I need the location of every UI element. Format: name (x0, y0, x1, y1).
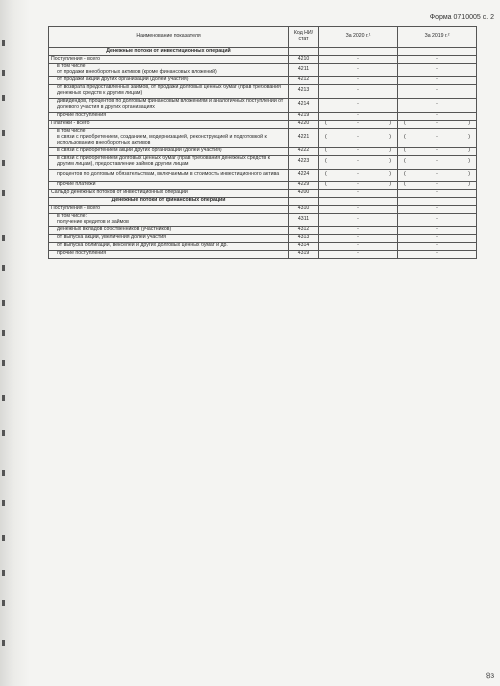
table-row (49, 64, 477, 77)
binding-mark (2, 500, 5, 506)
binding-mark (2, 265, 5, 271)
row-label: получение кредитов и займов (57, 218, 129, 225)
row-code: 4212 (289, 76, 319, 84)
row-code (289, 48, 319, 56)
table-row (49, 112, 477, 120)
section-row (49, 197, 477, 205)
table-row (49, 234, 477, 242)
value-2020: - (319, 250, 398, 258)
cell-value: - (436, 171, 438, 178)
row-label: Сальдо денежных потоков от инвестиционных операций (51, 189, 188, 196)
open-paren: ( (404, 133, 406, 140)
row-code: 4221 (289, 128, 319, 147)
value-2020: - (319, 242, 398, 250)
open-paren: ( (325, 158, 327, 165)
cell-value: - (357, 171, 359, 178)
row-code: 4210 (289, 56, 319, 64)
row-code: 4200 (289, 189, 319, 197)
binding-mark (2, 470, 5, 476)
binding-mark (2, 40, 5, 46)
row-name (49, 147, 289, 155)
value-2019: - (398, 242, 477, 250)
row-code: 4314 (289, 242, 319, 250)
close-paren: ) (468, 171, 470, 178)
value-2019: - (398, 213, 477, 226)
table-row (49, 84, 477, 98)
cell-value: - (436, 133, 438, 140)
binding-mark (2, 235, 5, 241)
cell-value: - (436, 120, 438, 127)
row-code (289, 197, 319, 205)
binding-mark (2, 640, 5, 646)
binding-mark (2, 130, 5, 136)
value-2020: - (319, 234, 398, 242)
row-label: от продажи акций других организаций (долей участия) (57, 76, 189, 83)
open-paren: ( (325, 133, 327, 140)
cell-value: - (436, 147, 438, 154)
value-2019 (398, 48, 477, 56)
value-2020: - (319, 98, 398, 112)
value-2019: - (398, 226, 477, 234)
row-code: 4211 (289, 64, 319, 77)
close-paren: ) (468, 181, 470, 188)
row-code: 4319 (289, 250, 319, 258)
table-row (49, 155, 477, 169)
table-row (49, 128, 477, 147)
row-label: прочие поступления (57, 250, 106, 257)
row-label: в связи с приобретением акций других организаций (долей участия) (57, 147, 222, 154)
row-code: 4313 (289, 234, 319, 242)
table-row (49, 181, 477, 189)
row-name (49, 120, 289, 128)
row-code: 4224 (289, 169, 319, 181)
row-name (49, 205, 289, 213)
table-row (49, 205, 477, 213)
cell-value: - (357, 158, 359, 165)
table-row (49, 120, 477, 128)
open-paren: ( (325, 147, 327, 154)
value-2020 (319, 197, 398, 205)
binding-mark (2, 95, 5, 101)
table-row (49, 250, 477, 258)
value-2020: - (319, 189, 398, 197)
row-label: денежных вкладов собственников (участников) (57, 226, 172, 233)
open-paren: ( (404, 147, 406, 154)
row-code: 4311 (289, 213, 319, 226)
open-paren: ( (325, 181, 327, 188)
value-2019: - (398, 234, 477, 242)
cell-value: - (357, 181, 359, 188)
close-paren: ) (468, 120, 470, 127)
row-code: 4213 (289, 84, 319, 98)
row-label: от возврата предоставленных займов, от продажи долговых ценных бумаг (прав требования денежных средств к другим лицам) (57, 84, 281, 97)
value-2019 (398, 128, 477, 147)
cell-value: - (436, 181, 438, 188)
row-name (49, 250, 289, 258)
row-name (49, 155, 289, 169)
close-paren: ) (389, 181, 391, 188)
value-2019: - (398, 76, 477, 84)
row-label: прочие поступления (57, 112, 106, 119)
row-label: от продажи внеоборотных активов (кроме финансовых вложений) (57, 68, 217, 75)
close-paren: ) (389, 171, 391, 178)
row-label: дивидендов, процентов по долговым финансовым вложениям и аналогичных поступлений от долевого участия в других организациях (57, 98, 284, 111)
value-2019: - (398, 56, 477, 64)
row-code: 4219 (289, 112, 319, 120)
value-2019: - (398, 64, 477, 77)
cell-value: - (357, 147, 359, 154)
row-label: в связи с приобретением долговых ценных бумаг (прав требования денежных средств к другим лицам), предоставление займов другим лицам (57, 155, 270, 168)
binding-mark (2, 300, 5, 306)
open-paren: ( (404, 181, 406, 188)
row-name (49, 234, 289, 242)
binding-mark (2, 360, 5, 366)
row-name (49, 98, 289, 112)
close-paren: ) (389, 158, 391, 165)
value-2020: - (319, 56, 398, 64)
value-2020: - (319, 84, 398, 98)
binding-mark (2, 570, 5, 576)
binding-mark (2, 535, 5, 541)
table-row (49, 56, 477, 64)
row-name (49, 169, 289, 181)
row-code: 4223 (289, 155, 319, 169)
row-label: Денежные потоки от инвестиционных операций (106, 47, 231, 54)
row-label: от выпуска облигаций, векселей и других долговых ценных бумаг и др. (57, 242, 228, 249)
value-2020 (319, 48, 398, 56)
table-row (49, 76, 477, 84)
row-label: Платежи - всего (51, 120, 90, 127)
row-name (49, 48, 289, 56)
row-name (49, 112, 289, 120)
row-code: 4310 (289, 205, 319, 213)
value-2020 (319, 147, 398, 155)
cash-flow-table (48, 26, 477, 259)
value-2020 (319, 169, 398, 181)
open-paren: ( (325, 171, 327, 178)
cell-value: - (357, 120, 359, 127)
value-2019: - (398, 98, 477, 112)
table-row (49, 189, 477, 197)
table-row (49, 147, 477, 155)
table-row (49, 98, 477, 112)
open-paren: ( (404, 158, 406, 165)
close-paren: ) (468, 158, 470, 165)
value-2019: - (398, 205, 477, 213)
value-2020: - (319, 205, 398, 213)
scan-left-edge (0, 0, 30, 686)
binding-mark (2, 160, 5, 166)
table-row (49, 242, 477, 250)
row-name (49, 226, 289, 234)
close-paren: ) (389, 120, 391, 127)
close-paren: ) (468, 147, 470, 154)
value-2019 (398, 169, 477, 181)
binding-mark (2, 70, 5, 76)
binding-mark (2, 190, 5, 196)
open-paren: ( (404, 171, 406, 178)
form-code: Форма 0710005 с. 2 (429, 14, 494, 21)
row-code: 4214 (289, 98, 319, 112)
header-code: Код НИ/ стат (289, 27, 319, 48)
row-label: от выпуска акций, увеличения долей участия (57, 234, 166, 241)
row-prefix: в том числе (57, 128, 86, 134)
row-label: Поступления - всего (51, 205, 100, 212)
row-label: в связи с приобретением, созданием, модернизацией, реконструкцией и подготовкой к использованию внеоборотных активов (57, 133, 267, 146)
value-2020 (319, 181, 398, 189)
open-paren: ( (404, 120, 406, 127)
row-name (49, 64, 289, 77)
value-2020: - (319, 64, 398, 77)
row-label: прочие платежи (57, 181, 96, 188)
header-year-2020: За 2020 г.¹ (319, 27, 398, 48)
section-row (49, 48, 477, 56)
binding-mark (2, 600, 5, 606)
value-2019 (398, 120, 477, 128)
value-2020 (319, 128, 398, 147)
value-2019: - (398, 84, 477, 98)
row-code: 4229 (289, 181, 319, 189)
binding-mark (2, 330, 5, 336)
row-name (49, 76, 289, 84)
cell-value: - (357, 133, 359, 140)
close-paren: ) (468, 133, 470, 140)
value-2019 (398, 181, 477, 189)
value-2020: - (319, 112, 398, 120)
row-code: 4222 (289, 147, 319, 155)
value-2019 (398, 155, 477, 169)
value-2020 (319, 155, 398, 169)
table-header-row (49, 27, 477, 48)
value-2019 (398, 197, 477, 205)
row-name (49, 242, 289, 250)
row-name (49, 189, 289, 197)
value-2020 (319, 120, 398, 128)
table-body (49, 48, 477, 259)
value-2019: - (398, 112, 477, 120)
table-row (49, 169, 477, 181)
value-2020: - (319, 76, 398, 84)
value-2020: - (319, 213, 398, 226)
table-row (49, 213, 477, 226)
page-mark: 8з (485, 670, 495, 681)
open-paren: ( (325, 120, 327, 127)
row-code: 4312 (289, 226, 319, 234)
row-code: 4220 (289, 120, 319, 128)
value-2019 (398, 147, 477, 155)
table-row (49, 226, 477, 234)
value-2019: - (398, 250, 477, 258)
row-prefix: в том числе: (57, 213, 87, 219)
cell-value: - (436, 158, 438, 165)
close-paren: ) (389, 147, 391, 154)
header-year-2019: За 2019 г.² (398, 27, 477, 48)
row-name (49, 181, 289, 189)
close-paren: ) (389, 133, 391, 140)
value-2019: - (398, 189, 477, 197)
row-name (49, 128, 289, 147)
value-2020: - (319, 226, 398, 234)
row-name (49, 56, 289, 64)
row-label: процентов по долговым обязательствам, включаемым в стоимость инвестиционного актива (57, 171, 280, 178)
binding-mark (2, 430, 5, 436)
row-prefix: в том числе (57, 63, 86, 69)
row-name (49, 213, 289, 226)
header-name: Наименование показателя (49, 27, 289, 48)
row-label: Поступления - всего (51, 55, 100, 62)
row-label: Денежные потоки от финансовых операций (111, 197, 226, 204)
row-name (49, 84, 289, 98)
row-name (49, 197, 289, 205)
binding-mark (2, 395, 5, 401)
